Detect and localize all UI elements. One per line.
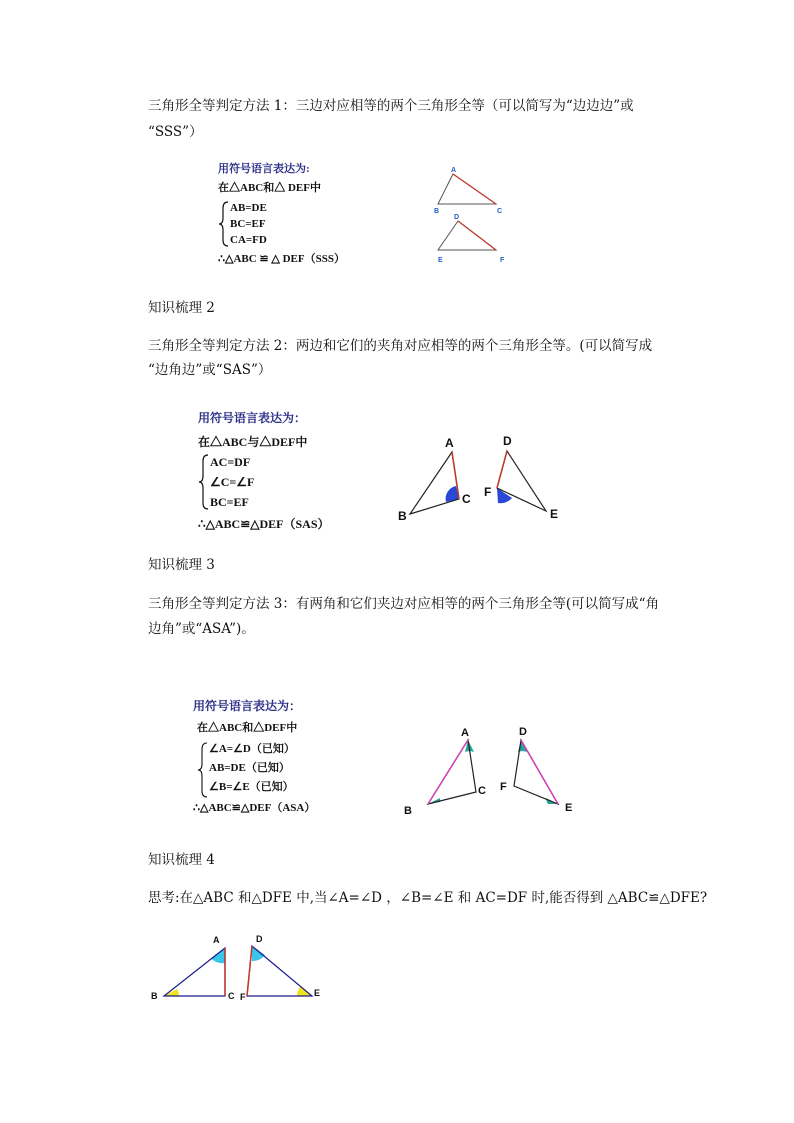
label-f: F — [240, 992, 246, 1002]
label-c: C — [478, 785, 486, 797]
method3-conditions — [193, 740, 315, 797]
method3-figure — [398, 722, 588, 822]
method3-cond-3: ∠B=∠E（已知） — [209, 781, 294, 793]
edge-ab — [428, 740, 468, 804]
method1-cond-1: AB=DE — [230, 202, 267, 214]
brace-icon — [218, 200, 230, 248]
label-f: F — [484, 485, 492, 499]
method1-given: 在△ABC和△ DEF中 — [218, 182, 321, 194]
method1-cond-3: CA=FD — [230, 234, 267, 246]
label-f: F — [500, 781, 507, 793]
question-figure — [146, 928, 336, 1008]
method2-symbol-block — [198, 408, 330, 534]
section2-heading: 知识梳理 2 — [148, 300, 215, 316]
method2-text-line2: “边角边”或“SAS”） — [148, 362, 272, 378]
method2-cond-2: ∠C=∠F — [210, 475, 255, 489]
question-text: 思考:在△ABC 和△DFE 中,当∠A=∠D ，∠B=∠E 和 AC=DF 时,能否得到 △ABC≌△DFE? — [148, 890, 708, 906]
label-f: F — [500, 257, 505, 264]
edge-df — [247, 946, 252, 996]
triangle-abc — [438, 174, 496, 204]
method3-conclusion: ∴△ABC≌△DEF（ASA） — [193, 802, 316, 814]
method2-cond-1: AC=DF — [210, 455, 251, 469]
label-e: E — [314, 988, 321, 998]
method3-text-line1: 三角形全等判定方法 3：有两角和它们夹边对应相等的两个三角形全等(可以简写成“角 — [148, 596, 660, 612]
method1-symbol-block — [218, 160, 345, 269]
label-a: A — [213, 935, 220, 945]
method2-cond-3: BC=EF — [210, 495, 249, 509]
label-d: D — [519, 726, 527, 738]
method1-conditions — [218, 200, 345, 248]
label-b: B — [398, 509, 407, 523]
label-d: D — [256, 934, 263, 944]
triangle-def — [438, 221, 496, 250]
method1-heading: 用符号语言表达为: — [218, 163, 310, 175]
label-d: D — [503, 434, 512, 448]
label-e: E — [438, 257, 443, 264]
method3-text-line2: 边角”或“ASA”)。 — [148, 621, 255, 637]
triangle-abc — [164, 948, 225, 996]
label-e: E — [550, 507, 559, 521]
label-c: C — [497, 208, 503, 215]
method2-figure — [390, 430, 580, 530]
label-e: E — [565, 802, 573, 814]
method2-conclusion: ∴△ABC≌△DEF（SAS） — [198, 517, 330, 531]
label-c: C — [228, 991, 235, 1001]
edge-de — [521, 740, 558, 804]
method1-figure — [420, 160, 540, 270]
label-b: B — [151, 991, 158, 1001]
section4-heading: 知识梳理 4 — [148, 852, 215, 868]
method2-heading: 用符号语言表达为： — [198, 411, 307, 425]
label-a: A — [451, 167, 457, 174]
method3-heading: 用符号语言表达为： — [193, 699, 302, 713]
method2-given: 在△ABC与△DEF中 — [198, 435, 308, 449]
label-a: A — [461, 727, 469, 739]
triangle-abc — [410, 452, 459, 514]
brace-icon — [197, 740, 209, 800]
method1-conclusion: ∴△ABC ≌ △ DEF（SSS） — [218, 253, 345, 265]
label-b: B — [404, 805, 412, 817]
label-d: D — [454, 214, 460, 221]
angle-f-marker — [497, 488, 512, 503]
method1-cond-2: BC=EF — [230, 218, 266, 230]
method3-given: 在△ABC和△DEF中 — [197, 722, 298, 734]
edge-df — [458, 221, 496, 250]
method1-text-line2: “SSS”） — [148, 124, 203, 140]
label-c: C — [462, 492, 471, 506]
method1-text-line1: 三角形全等判定方法 1：三边对应相等的两个三角形全等（可以简写为“边边边”或 — [148, 98, 634, 114]
edge-ac — [453, 174, 496, 204]
method3-cond-2: AB=DE（已知） — [209, 762, 290, 774]
method3-symbol-block — [193, 697, 315, 818]
method3-cond-1: ∠A=∠D（已知） — [209, 743, 295, 755]
edge-df — [497, 451, 507, 488]
brace-icon — [198, 452, 210, 512]
label-b: B — [434, 208, 440, 215]
method2-text-line1: 三角形全等判定方法 2：两边和它们的夹角对应相等的两个三角形全等。(可以简写成 — [148, 338, 653, 354]
section3-heading: 知识梳理 3 — [148, 557, 215, 573]
label-a: A — [445, 436, 454, 450]
method2-conditions — [198, 452, 330, 512]
